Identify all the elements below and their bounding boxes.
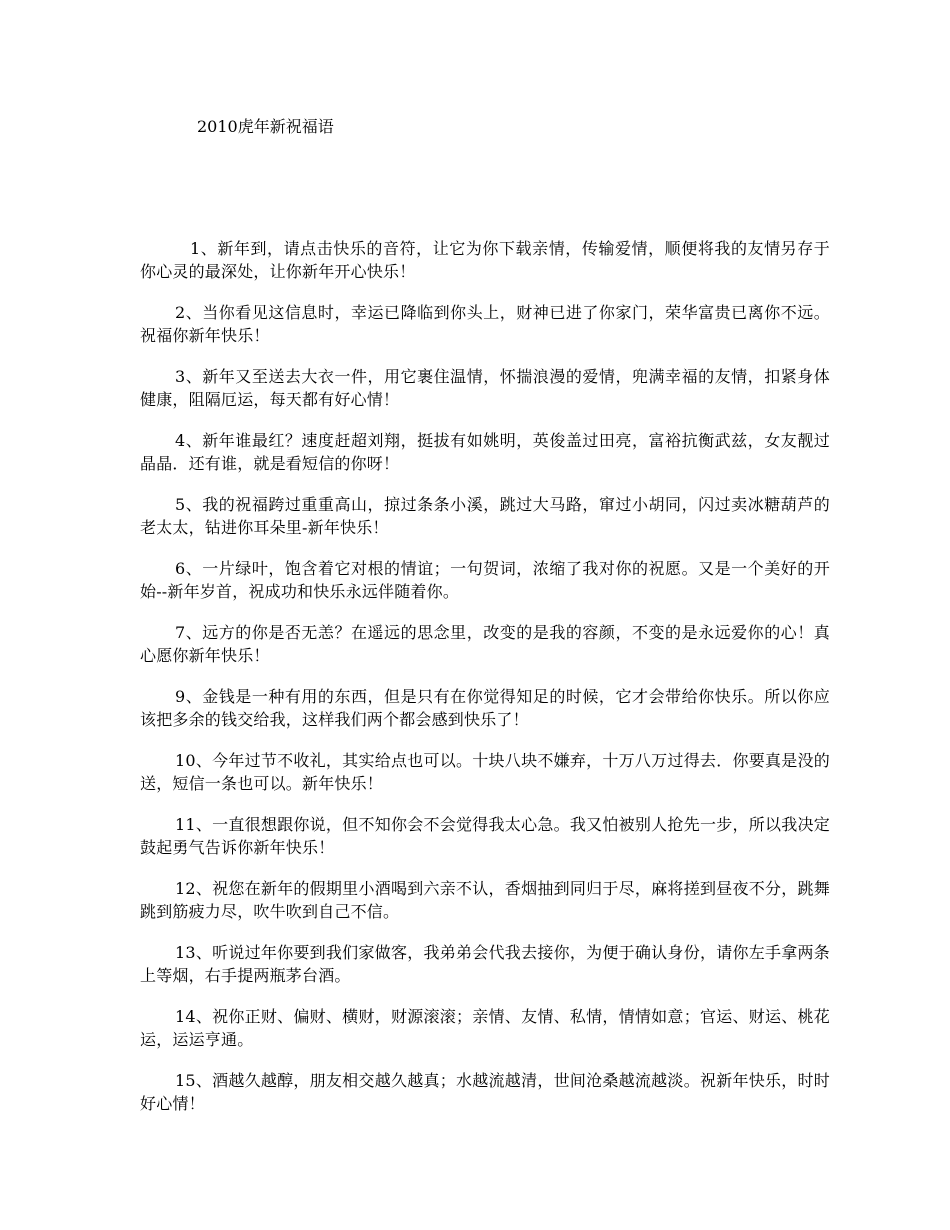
blessing-paragraph: 1、新年到，请点击快乐的音符，让它为你下载亲情，传输爱情，顺便将我的友情另存于你心灵的最深处，让你新年开心快乐！: [140, 239, 830, 281]
blessing-paragraph: 12、祝您在新年的假期里小酒喝到六亲不认，香烟抽到同归于尽，麻将搓到昼夜不分，跳舞跳到筋疲力尽，吹牛吹到自己不信。: [140, 879, 830, 921]
blessing-paragraph: 3、新年又至送去大衣一件，用它裹住温情，怀揣浪漫的爱情，兜满幸福的友情，扣紧身体健康，阻隔厄运，每天都有好心情！: [140, 367, 830, 409]
blessing-paragraph: 15、酒越久越醇，朋友相交越久越真；水越流越清，世间沧桑越流越淡。祝新年快乐，时时好心情！: [140, 1071, 830, 1113]
blessing-paragraph: 9、金钱是一种有用的东西，但是只有在你觉得知足的时候，它才会带给你快乐。所以你应该把多余的钱交给我，这样我们两个都会感到快乐了！: [140, 687, 830, 729]
blessing-paragraph: 2、当你看见这信息时，幸运已降临到你头上，财神已进了你家门，荣华富贵已离你不远。祝福你新年快乐！: [140, 303, 830, 345]
blessing-paragraph: 11、一直很想跟你说，但不知你会不会觉得我太心急。我又怕被别人抢先一步，所以我决定鼓起勇气告诉你新年快乐！: [140, 815, 830, 857]
document-title: 2010虎年新祝福语: [197, 117, 334, 136]
blessing-paragraph: 6、一片绿叶，饱含着它对根的情谊；一句贺词，浓缩了我对你的祝愿。又是一个美好的开始--新年岁首，祝成功和快乐永远伴随着你。: [140, 559, 830, 601]
blessing-paragraph: 10、今年过节不收礼，其实给点也可以。十块八块不嫌弃，十万八万过得去．你要真是没的送，短信一条也可以。新年快乐！: [140, 751, 830, 793]
blessing-paragraph: 4、新年谁最红？速度赶超刘翔，挺拔有如姚明，英俊盖过田亮，富裕抗衡武兹，女友靓过晶晶．还有谁，就是看短信的你呀！: [140, 431, 830, 473]
blessing-paragraph: 5、我的祝福跨过重重高山，掠过条条小溪，跳过大马路，窜过小胡同，闪过卖冰糖葫芦的老太太，钻进你耳朵里-新年快乐！: [140, 495, 830, 537]
blessing-paragraph: 13、听说过年你要到我们家做客，我弟弟会代我去接你，为便于确认身份，请你左手拿两条上等烟，右手提两瓶茅台酒。: [140, 943, 830, 985]
blessing-list: [140, 238, 830, 1134]
blessing-paragraph: 14、祝你正财、偏财、横财，财源滚滚；亲情、友情、私情，情情如意；官运、财运、桃花运，运运亨通。: [140, 1007, 830, 1049]
blessing-paragraph: 7、远方的你是否无恙？在遥远的思念里，改变的是我的容颜，不变的是永远爱你的心！真心愿你新年快乐！: [140, 623, 830, 665]
